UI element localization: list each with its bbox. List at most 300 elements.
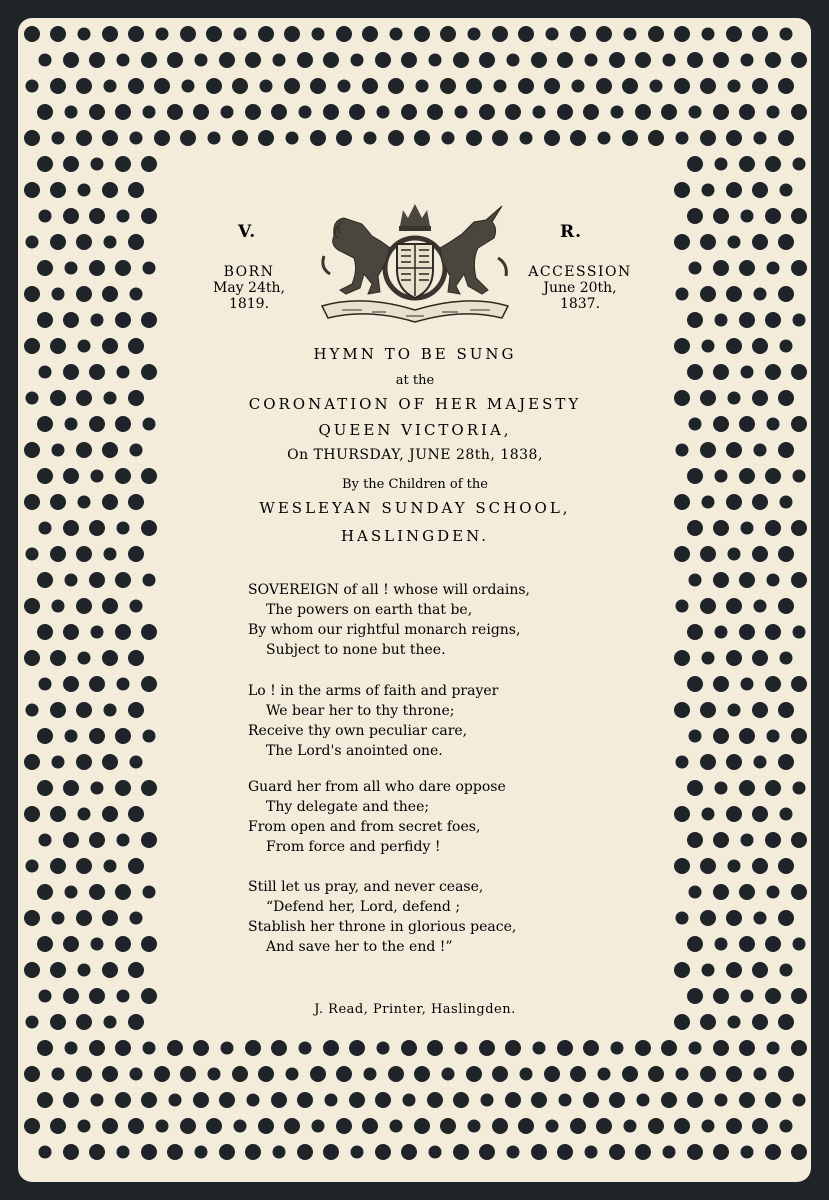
lace-hole — [50, 702, 66, 718]
lace-hole — [390, 28, 403, 41]
lace-hole — [128, 234, 144, 250]
lace-hole — [793, 626, 806, 639]
lace-hole — [713, 884, 729, 900]
lace-hole — [91, 626, 104, 639]
lace-hole — [494, 80, 507, 93]
lace-hole — [63, 936, 79, 952]
lace-hole — [453, 1144, 469, 1160]
lace-hole — [663, 54, 676, 67]
lace-hole — [284, 78, 300, 94]
lace-hole — [702, 808, 715, 821]
lace-hole — [754, 912, 767, 925]
lace-hole — [780, 808, 793, 821]
lace-hole — [676, 1068, 689, 1081]
lace-hole — [713, 260, 729, 276]
verse-line: We bear her to thy throne; — [266, 703, 455, 719]
lace-hole — [778, 78, 794, 94]
lace-hole — [78, 808, 91, 821]
lace-hole — [687, 780, 703, 796]
lace-hole — [676, 288, 689, 301]
lace-hole — [206, 1118, 222, 1134]
lace-hole — [778, 1014, 794, 1030]
lace-hole — [63, 676, 79, 692]
lace-hole — [793, 314, 806, 327]
lace-hole — [104, 392, 117, 405]
lace-hole — [778, 286, 794, 302]
lace-hole — [793, 470, 806, 483]
lace-hole — [50, 1118, 66, 1134]
lace-hole — [24, 442, 40, 458]
lace-hole — [63, 312, 79, 328]
lace-hole — [518, 78, 534, 94]
lace-hole — [791, 1144, 807, 1160]
lace-hole — [63, 780, 79, 796]
lace-hole — [793, 782, 806, 795]
lace-hole — [505, 104, 521, 120]
born-date: May 24th, — [213, 280, 285, 296]
lace-hole — [180, 1066, 196, 1082]
lace-hole — [310, 78, 326, 94]
lace-hole — [65, 106, 78, 119]
lace-hole — [76, 442, 92, 458]
lace-hole — [195, 1146, 208, 1159]
lace-hole — [310, 130, 326, 146]
lace-hole — [754, 444, 767, 457]
lace-hole — [76, 1066, 92, 1082]
lace-hole — [687, 624, 703, 640]
lace-hole — [336, 26, 352, 42]
lace-hole — [297, 1144, 313, 1160]
lace-hole — [39, 678, 52, 691]
lace-hole — [65, 730, 78, 743]
lace-hole — [258, 1118, 274, 1134]
lace-hole — [63, 208, 79, 224]
lace-hole — [323, 1144, 339, 1160]
lace-hole — [481, 1094, 494, 1107]
lace-hole — [754, 1068, 767, 1081]
lace-hole — [596, 26, 612, 42]
lace-hole — [104, 860, 117, 873]
lace-hole — [312, 1120, 325, 1133]
lace-hole — [24, 338, 40, 354]
lace-hole — [427, 104, 443, 120]
lace-hole — [531, 1092, 547, 1108]
lace-hole — [377, 106, 390, 119]
lace-hole — [752, 182, 768, 198]
lace-hole — [689, 730, 702, 743]
lace-hole — [50, 26, 66, 42]
lace-hole — [245, 104, 261, 120]
lace-hole — [741, 678, 754, 691]
lace-hole — [50, 494, 66, 510]
lace-hole — [336, 130, 352, 146]
lace-hole — [115, 1092, 131, 1108]
lace-hole — [544, 130, 560, 146]
lace-hole — [375, 52, 391, 68]
lace-hole — [713, 832, 729, 848]
lace-hole — [687, 52, 703, 68]
lace-hole — [130, 600, 143, 613]
lace-hole — [676, 756, 689, 769]
lace-hole — [349, 104, 365, 120]
lace-hole — [546, 1120, 559, 1133]
lace-hole — [609, 1092, 625, 1108]
lace-hole — [661, 1040, 677, 1056]
lace-hole — [39, 210, 52, 223]
lace-hole — [598, 1068, 611, 1081]
lace-hole — [128, 546, 144, 562]
lace-hole — [323, 1040, 339, 1056]
lace-hole — [89, 884, 105, 900]
lace-hole — [791, 676, 807, 692]
lace-hole — [102, 338, 118, 354]
lace-hole — [427, 1092, 443, 1108]
lace-hole — [583, 1040, 599, 1056]
accession-label: ACCESSION — [528, 264, 632, 280]
lace-hole — [78, 184, 91, 197]
lace-hole — [193, 104, 209, 120]
lace-hole — [91, 1094, 104, 1107]
lace-hole — [143, 730, 156, 743]
lace-hole — [778, 130, 794, 146]
lace-hole — [739, 104, 755, 120]
lace-hole — [674, 26, 690, 42]
lace-hole — [635, 52, 651, 68]
lace-hole — [37, 572, 53, 588]
lace-hole — [24, 1118, 40, 1134]
lace-hole — [466, 1066, 482, 1082]
lace-hole — [752, 494, 768, 510]
lace-hole — [702, 652, 715, 665]
lace-hole — [141, 624, 157, 640]
lace-hole — [622, 78, 638, 94]
lace-hole — [89, 572, 105, 588]
lace-hole — [715, 938, 728, 951]
lace-hole — [520, 1068, 533, 1081]
lace-hole — [635, 1040, 651, 1056]
lace-hole — [570, 130, 586, 146]
lace-hole — [687, 1092, 703, 1108]
lace-hole — [130, 288, 143, 301]
lace-hole — [739, 1040, 755, 1056]
lace-hole — [63, 52, 79, 68]
lace-hole — [674, 962, 690, 978]
lace-hole — [37, 884, 53, 900]
lace-hole — [687, 156, 703, 172]
lace-hole — [492, 130, 508, 146]
lace-hole — [117, 1146, 130, 1159]
lace-hole — [76, 1014, 92, 1030]
lace-hole — [752, 1118, 768, 1134]
lace-hole — [26, 548, 39, 561]
lace-hole — [388, 78, 404, 94]
lace-hole — [24, 910, 40, 926]
title-line-school: WESLEYAN SUNDAY SCHOOL, — [259, 499, 571, 517]
lace-hole — [687, 468, 703, 484]
lace-hole — [180, 1118, 196, 1134]
lace-hole — [739, 260, 755, 276]
lace-hole — [167, 104, 183, 120]
lace-hole — [37, 260, 53, 276]
lace-hole — [50, 1014, 66, 1030]
lace-hole — [91, 938, 104, 951]
lace-hole — [533, 1042, 546, 1055]
lace-hole — [570, 26, 586, 42]
lace-hole — [297, 52, 313, 68]
lace-hole — [388, 130, 404, 146]
lace-hole — [89, 52, 105, 68]
lace-hole — [89, 364, 105, 380]
lace-hole — [687, 364, 703, 380]
lace-hole — [351, 54, 364, 67]
lace-hole — [50, 234, 66, 250]
lace-hole — [546, 28, 559, 41]
lace-hole — [739, 884, 755, 900]
lace-hole — [76, 702, 92, 718]
lace-hole — [741, 54, 754, 67]
lace-hole — [65, 262, 78, 275]
lace-hole — [713, 676, 729, 692]
lace-hole — [78, 28, 91, 41]
lace-hole — [648, 26, 664, 42]
lace-hole — [128, 26, 144, 42]
lace-hole — [453, 1092, 469, 1108]
lace-hole — [702, 964, 715, 977]
lace-hole — [115, 468, 131, 484]
lace-hole — [323, 52, 339, 68]
lace-hole — [63, 624, 79, 640]
lace-hole — [128, 78, 144, 94]
lace-hole — [141, 364, 157, 380]
lace-hole — [37, 312, 53, 328]
lace-hole — [245, 52, 261, 68]
lace-hole — [115, 156, 131, 172]
lace-hole — [141, 52, 157, 68]
lace-hole — [739, 936, 755, 952]
lace-hole — [765, 832, 781, 848]
lace-hole — [24, 494, 40, 510]
lace-hole — [765, 1144, 781, 1160]
lace-hole — [583, 1092, 599, 1108]
lace-hole — [180, 26, 196, 42]
lace-hole — [778, 858, 794, 874]
lace-hole — [544, 1066, 560, 1082]
lace-hole — [455, 1042, 468, 1055]
lace-hole — [102, 910, 118, 926]
lace-hole — [154, 1066, 170, 1082]
cipher-right: R. — [560, 222, 583, 242]
lace-hole — [570, 1118, 586, 1134]
lace-hole — [715, 158, 728, 171]
lace-hole — [258, 1066, 274, 1082]
lace-hole — [518, 1118, 534, 1134]
lace-hole — [78, 340, 91, 353]
lace-hole — [76, 390, 92, 406]
lace-hole — [700, 754, 716, 770]
verse-line: SOVEREIGN of all ! whose will ordains, — [248, 582, 530, 598]
lace-hole — [401, 1144, 417, 1160]
lace-hole — [117, 54, 130, 67]
title-line-coronation: CORONATION OF HER MAJESTY — [248, 395, 582, 413]
lace-hole — [505, 1092, 521, 1108]
lace-hole — [50, 546, 66, 562]
lace-hole — [726, 650, 742, 666]
lace-hole — [739, 468, 755, 484]
lace-hole — [687, 936, 703, 952]
lace-hole — [479, 104, 495, 120]
lace-hole — [141, 676, 157, 692]
lace-hole — [89, 208, 105, 224]
lace-hole — [767, 418, 780, 431]
verse-line: Stablish her throne in glorious peace, — [248, 919, 517, 935]
lace-hole — [791, 416, 807, 432]
verse-line: The Lord's anointed one. — [266, 743, 443, 759]
lace-hole — [466, 130, 482, 146]
lace-hole — [767, 574, 780, 587]
lace-hole — [115, 1040, 131, 1056]
accession-block — [528, 264, 632, 312]
lace-hole — [65, 418, 78, 431]
lace-hole — [141, 780, 157, 796]
lace-hole — [765, 988, 781, 1004]
lace-hole — [154, 130, 170, 146]
lace-hole — [702, 28, 715, 41]
lace-hole — [89, 104, 105, 120]
lace-hole — [674, 806, 690, 822]
lace-hole — [37, 156, 53, 172]
lace-hole — [117, 834, 130, 847]
lace-hole — [791, 572, 807, 588]
lace-hole — [715, 314, 728, 327]
lace-hole — [24, 806, 40, 822]
lace-hole — [39, 366, 52, 379]
lace-hole — [50, 78, 66, 94]
lace-hole — [648, 130, 664, 146]
royal-coat-of-arms-icon — [302, 198, 528, 328]
lace-hole — [752, 338, 768, 354]
lace-hole — [728, 704, 741, 717]
lace-hole — [143, 886, 156, 899]
lace-hole — [767, 886, 780, 899]
lace-hole — [52, 132, 65, 145]
lace-hole — [583, 104, 599, 120]
lace-hole — [429, 54, 442, 67]
lace-hole — [390, 1120, 403, 1133]
lace-hole — [635, 1144, 651, 1160]
lace-hole — [622, 1066, 638, 1082]
lace-hole — [128, 858, 144, 874]
lace-hole — [117, 990, 130, 1003]
lace-hole — [245, 1144, 261, 1160]
lace-hole — [284, 1118, 300, 1134]
lace-hole — [455, 106, 468, 119]
lace-hole — [793, 1094, 806, 1107]
lace-hole — [26, 704, 39, 717]
lace-hole — [141, 1144, 157, 1160]
lace-hole — [89, 1040, 105, 1056]
lace-hole — [531, 1144, 547, 1160]
lace-hole — [520, 132, 533, 145]
lace-hole — [414, 1066, 430, 1082]
lace-hole — [544, 78, 560, 94]
lace-hole — [234, 28, 247, 41]
lace-hole — [492, 1066, 508, 1082]
lace-hole — [728, 1016, 741, 1029]
lace-hole — [778, 442, 794, 458]
lace-hole — [52, 1068, 65, 1081]
lace-hole — [52, 600, 65, 613]
lace-hole — [741, 990, 754, 1003]
lace-hole — [791, 364, 807, 380]
lace-hole — [115, 104, 131, 120]
verse-line: And save her to the end !” — [266, 939, 453, 955]
lace-hole — [117, 366, 130, 379]
lace-hole — [728, 236, 741, 249]
lace-hole — [89, 1144, 105, 1160]
lace-hole — [154, 78, 170, 94]
lace-hole — [674, 78, 690, 94]
lace-hole — [728, 860, 741, 873]
lace-hole — [141, 1092, 157, 1108]
lace-hole — [661, 1092, 677, 1108]
lace-hole — [102, 442, 118, 458]
lace-hole — [63, 1092, 79, 1108]
lace-hole — [78, 1120, 91, 1133]
verse-line: From force and perfidy ! — [266, 839, 441, 855]
lace-hole — [767, 1042, 780, 1055]
lace-hole — [141, 156, 157, 172]
lace-hole — [37, 104, 53, 120]
lace-hole — [219, 1144, 235, 1160]
lace-hole — [128, 390, 144, 406]
accession-date: June 20th, — [543, 280, 617, 296]
lace-hole — [102, 286, 118, 302]
verse-line: The powers on earth that be, — [266, 602, 473, 618]
lace-hole — [726, 910, 742, 926]
lace-hole — [739, 624, 755, 640]
lace-hole — [91, 158, 104, 171]
lace-hole — [492, 26, 508, 42]
title-line-children: By the Children of the — [342, 477, 488, 492]
lace-hole — [286, 132, 299, 145]
lace-hole — [752, 1014, 768, 1030]
lace-hole — [169, 1094, 182, 1107]
lace-hole — [791, 52, 807, 68]
lace-hole — [284, 26, 300, 42]
lace-hole — [466, 78, 482, 94]
title-line-town: HASLINGDEN. — [340, 527, 490, 545]
lace-hole — [702, 1120, 715, 1133]
lace-hole — [115, 416, 131, 432]
lace-hole — [117, 210, 130, 223]
lace-hole — [752, 650, 768, 666]
lace-hole — [700, 130, 716, 146]
lace-hole — [765, 780, 781, 796]
lace-hole — [728, 80, 741, 93]
verse-1 — [248, 580, 530, 660]
lace-hole — [791, 884, 807, 900]
lace-hole — [349, 1092, 365, 1108]
lace-hole — [752, 806, 768, 822]
lace-hole — [258, 26, 274, 42]
lace-hole — [180, 130, 196, 146]
lace-hole — [741, 1146, 754, 1159]
lace-hole — [50, 806, 66, 822]
lace-hole — [76, 546, 92, 562]
lace-hole — [557, 1040, 573, 1056]
lace-hole — [559, 1094, 572, 1107]
lace-hole — [778, 910, 794, 926]
